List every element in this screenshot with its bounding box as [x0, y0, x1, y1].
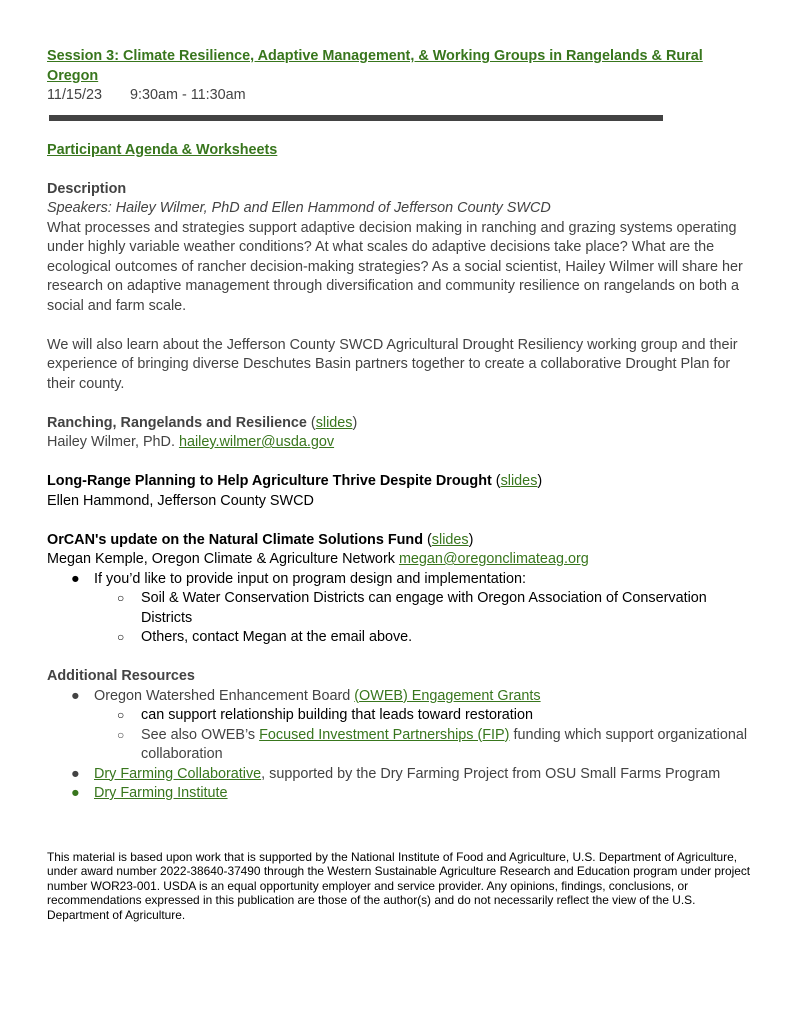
participant-agenda-link[interactable]: Participant Agenda & Worksheets [47, 141, 278, 158]
list-item: ○ Others, contact Megan at the email above. [47, 628, 757, 648]
speakers-line: Speakers: Hailey Wilmer, PhD and Ellen Hammond of Jefferson County SWCD [47, 200, 551, 216]
talk-1-email-link[interactable]: hailey.wilmer@usda.gov [178, 434, 335, 450]
talk-2-title: Long-Range Planning to Help Agriculture Thrive Despite Drought [47, 473, 492, 489]
list-item: ○ can support relationship building that leads toward restoration [47, 706, 757, 726]
oweb-grants-link[interactable]: (OWEB) Engagement Grants [354, 687, 541, 704]
disc-bullet-icon: ● [71, 785, 80, 801]
talk-2-presenter: Ellen Hammond, Jefferson County SWCD [47, 492, 314, 509]
agenda-link-row [47, 141, 757, 161]
list-item: ● If you’d like to provide input on program design and implementation: [47, 570, 757, 590]
circle-bullet-icon: ○ [117, 591, 125, 605]
description-heading: Description [47, 180, 127, 197]
horizontal-rule [49, 115, 663, 121]
talk-3-presenter: Megan Kemple, Oregon Climate & Agriculture Network [47, 551, 399, 567]
talk-1-title: Ranching, Rangelands and Resilience [47, 414, 307, 431]
session-title[interactable]: Session 3: Climate Resilience, Adaptive Management, & Working Groups in Rangelands & Rural Oregon [47, 48, 703, 84]
talk-2-slides-link[interactable]: slides [500, 473, 538, 489]
circle-bullet-icon: ○ [117, 727, 125, 742]
list-item: ● Oregon Watershed Enhancement Board (OWEB) Engagement Grants [47, 687, 757, 707]
circle-bullet-icon: ○ [117, 708, 125, 722]
session-datetime [47, 86, 757, 106]
talk-3: OrCAN's update on the Natural Climate Solutions Fund (slides) Megan Kemple, Oregon Climate & Agriculture Network megan@oregonclimateag.org ● If you’d like to provide input on program design and implementation: ○ Soil & Water Conservation Districts can engage with Oregon Association of Conservation Districts ○ Others, contact Megan at the email above. [47, 531, 757, 648]
dry-farming-collaborative-link[interactable]: Dry Farming Collaborative [94, 765, 262, 782]
session-time: 9:30am - 11:30am [129, 87, 246, 103]
talk-1-slides-link[interactable]: slides [315, 414, 353, 431]
talk-2: Long-Range Planning to Help Agriculture Thrive Despite Drought (slides) Ellen Hammond, Jefferson County SWCD [47, 472, 757, 511]
talk-1-presenter: Hailey Wilmer, PhD. [47, 434, 179, 450]
disc-bullet-icon: ● [71, 687, 80, 704]
talk-1: Ranching, Rangelands and Resilience (slides) Hailey Wilmer, PhD. hailey.wilmer@usda.gov [47, 414, 358, 450]
description-paragraph-2: We will also learn about the Jefferson County SWCD Agricultural Drought Resiliency working group and their experience of bringing diverse Deschutes Basin partners together to create a collaborative Drought Plan for their county. [47, 336, 738, 392]
funding-disclaimer: This material is based upon work that is supported by the National Institute of Food and Agriculture, U.S. Department of Agriculture, under award number 2022-38640-37490 through the Western Sustainable Agriculture Research and Education program under project number WOR23-001. USDA is an equal opportunity employer and service provider. Any opinions, findings, conclusions, or recommendations expressed in this publication are those of the author(s) and do not necessarily reflect the view of the U.S. Department of Agriculture. [47, 850, 751, 922]
description-paragraph-1: What processes and strategies support adaptive decision making in ranching and grazing systems operating under highly variable weather conditions? At what scales do adaptive decisions take place? What are the ecological outcomes of rancher decision-making strategies? As a social scientist, Hailey Wilmer will share her research on adaptive management through diversification and community resilience on rangelands on both a social and farm scale. [47, 219, 743, 314]
talk-3-bullets [47, 570, 757, 648]
talk-3-email-link[interactable]: megan@oregonclimateag.org [398, 551, 589, 567]
dry-farming-institute-link[interactable]: Dry Farming Institute [94, 785, 228, 801]
circle-bullet-icon: ○ [117, 630, 125, 644]
list-item: ○ Soil & Water Conservation Districts can engage with Oregon Association of Conservation Districts [117, 590, 707, 626]
fip-link[interactable]: Focused Investment Partnerships (FIP) [259, 726, 510, 743]
list-item: ● Dry Farming Collaborative, supported by the Dry Farming Project from OSU Small Farms Program [47, 765, 757, 785]
document-page [47, 47, 757, 804]
talk-3-slides-link[interactable]: slides [431, 531, 469, 548]
list-item: ○ See also OWEB’s Focused Investment Partnerships (FIP) funding which support organizational collaboration [117, 726, 748, 762]
resources-heading: Additional Resources [47, 668, 195, 684]
resources-list [47, 687, 757, 804]
list-item [47, 784, 757, 804]
disc-bullet-icon: ● [71, 570, 80, 587]
talk-3-title: OrCAN's update on the Natural Climate Solutions Fund [47, 531, 423, 548]
disc-bullet-icon: ● [71, 765, 80, 782]
session-date: 11/15/23 [47, 87, 102, 103]
